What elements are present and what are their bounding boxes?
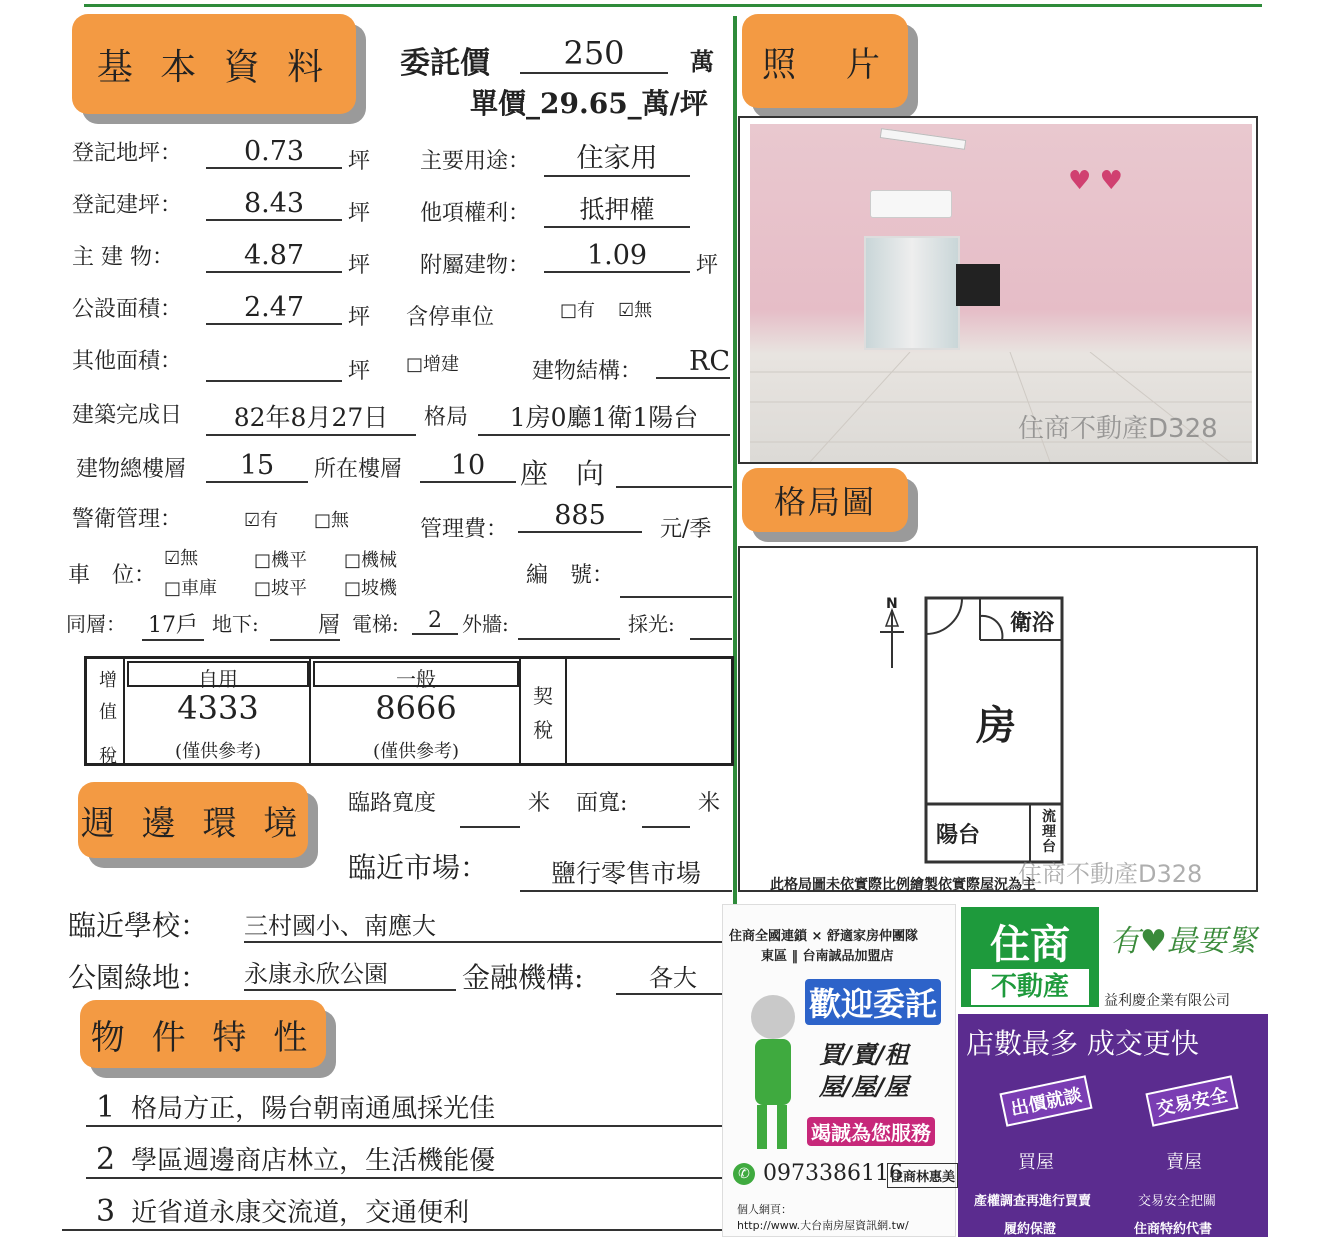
parking-no-checkbox[interactable]: ☑無 bbox=[618, 300, 653, 321]
floor-tiles bbox=[750, 352, 1252, 462]
park-value: 永康永欣公園 bbox=[244, 954, 456, 991]
buy-note: 產權調查再進行買賣 bbox=[974, 1194, 1092, 1209]
floor-plan-watermark: 住商不動產D328 bbox=[1018, 860, 1203, 888]
land-area-value: 0.73 bbox=[206, 136, 342, 169]
rights-label: 他項權利： bbox=[420, 201, 531, 226]
car-option-none[interactable]: ☑無 bbox=[164, 548, 199, 569]
facing-value bbox=[616, 450, 732, 488]
basic-info-header: 基 本 資 料 bbox=[72, 14, 356, 114]
public-area-label: 公設面積： bbox=[72, 297, 183, 322]
basement-unit: 層 bbox=[270, 608, 340, 641]
self-use-header: 自用 bbox=[127, 661, 309, 687]
store-text: 東區 ‖ 台南誠品加盟店 bbox=[761, 949, 894, 964]
building-area-value: 8.43 bbox=[206, 188, 342, 221]
attached-building-label: 附屬建物： bbox=[420, 253, 531, 278]
market-label: 臨近市場： bbox=[348, 851, 489, 884]
feature-text: 學區週邊商店林立，生活機能優 bbox=[131, 1146, 496, 1176]
self-use-note: (僅供參考) bbox=[174, 741, 262, 762]
deed-tax-label: 契 稅 bbox=[533, 684, 553, 742]
unit-price: 單價_29.65_萬/坪 bbox=[470, 87, 708, 120]
floor-plan-note: 此格局圖未依實際比例繪製依實際屋況為主 bbox=[770, 877, 1036, 893]
rights-value: 抵押權 bbox=[544, 190, 690, 228]
total-floors-value: 15 bbox=[206, 450, 308, 483]
company-name: 益利慶企業有限公司 bbox=[1104, 993, 1230, 1009]
services-text: 買/賣/租 屋/屋/屋 bbox=[819, 1041, 909, 1101]
building-area-label: 登記建坪： bbox=[72, 193, 183, 218]
frontage-unit: 米 bbox=[698, 791, 721, 816]
top-divider bbox=[84, 4, 1262, 7]
brand-top: 住商 bbox=[990, 922, 1070, 968]
same-floor-value: 17戶 bbox=[142, 608, 204, 641]
mascot-icon bbox=[737, 995, 807, 1159]
layout-value: 1房0廳1衛1陽台 bbox=[478, 398, 730, 436]
sell-note-2: 住商特約代書 bbox=[1134, 1222, 1213, 1237]
sell-house-text: 賣屋 bbox=[1166, 1152, 1202, 1173]
photo-watermark: 住商不動產D328 bbox=[1018, 414, 1218, 444]
chain-text: 住商全國連鎖 × 舒適家房仲團隊 bbox=[729, 929, 918, 944]
completed-label: 建築完成日 bbox=[72, 403, 183, 428]
public-area-unit: 坪 bbox=[348, 305, 371, 330]
road-width-label: 臨路寬度 bbox=[348, 791, 437, 816]
feature-item bbox=[86, 1088, 726, 1127]
photo-image bbox=[750, 124, 1252, 462]
wall-decal-icon: ♥ ♥ bbox=[1068, 166, 1123, 196]
buy-house-text: 買屋 bbox=[1018, 1152, 1054, 1173]
school-label: 臨近學校： bbox=[68, 909, 209, 942]
car-option-ramp-mech[interactable]: □坡機 bbox=[344, 578, 398, 599]
brand-logo bbox=[958, 904, 1102, 1010]
car-option-mech-flat[interactable]: □機平 bbox=[254, 550, 308, 571]
attached-building-unit: 坪 bbox=[696, 253, 719, 278]
tv-icon bbox=[956, 264, 1000, 306]
feature-text: 格局方正，陽台朝南通風採光佳 bbox=[131, 1094, 496, 1124]
wall-line bbox=[518, 638, 620, 640]
management-fee-label: 管理費： bbox=[420, 517, 509, 542]
website-link[interactable]: http://www.大台南房屋資訊網.tw/ bbox=[737, 1219, 909, 1232]
floor-label: 所在樓層 bbox=[314, 457, 403, 482]
market-value: 鹽行零售市場 bbox=[520, 854, 732, 892]
building-area-unit: 坪 bbox=[348, 201, 371, 226]
layout-header: 格局圖 bbox=[742, 468, 908, 532]
self-use-value: 4333 bbox=[177, 689, 259, 727]
brand-bottom: 不動產 bbox=[971, 969, 1089, 1005]
main-building-value: 4.87 bbox=[206, 240, 342, 273]
feature-number: 1 bbox=[96, 1090, 116, 1125]
ad-purple-panel bbox=[958, 1014, 1268, 1237]
security-label: 警衛管理： bbox=[72, 507, 183, 532]
price-unit: 萬 bbox=[690, 47, 714, 76]
website-label: 個人網頁： bbox=[737, 1203, 792, 1216]
general-header: 一般 bbox=[313, 661, 519, 687]
photo-header: 照 片 bbox=[742, 14, 908, 108]
wall-label: 外牆: bbox=[462, 612, 509, 636]
security-yes-checkbox[interactable]: ☑有 bbox=[244, 510, 279, 531]
layout-label: 格局 bbox=[424, 405, 469, 430]
public-area-value: 2.47 bbox=[206, 292, 342, 325]
other-area-label: 其他面積： bbox=[72, 349, 183, 374]
welcome-text: 歡迎委託 bbox=[805, 979, 941, 1025]
completed-value: 82年8月27日 bbox=[206, 398, 416, 436]
usage-label: 主要用途： bbox=[420, 149, 531, 174]
land-area-unit: 坪 bbox=[348, 149, 371, 174]
attached-building-value: 1.09 bbox=[544, 240, 690, 273]
balcony-label: 陽台 bbox=[936, 823, 981, 848]
agency-ad bbox=[722, 904, 1268, 1237]
general-note: (僅供參考) bbox=[372, 741, 460, 762]
space-number-line bbox=[620, 596, 732, 598]
bank-label: 金融機構: bbox=[462, 961, 584, 994]
frontage-line bbox=[642, 826, 690, 828]
road-width-line bbox=[460, 826, 520, 828]
badge-offer: 出價就談 bbox=[999, 1075, 1092, 1127]
extension-checkbox[interactable]: □增建 bbox=[406, 354, 460, 375]
management-fee-value: 885 bbox=[518, 500, 642, 533]
sink-label: 流理台 bbox=[1042, 809, 1056, 855]
elevator-label: 電梯: bbox=[352, 612, 399, 636]
vat-label: 增 值 稅 bbox=[99, 670, 117, 767]
land-area-label: 登記地坪： bbox=[72, 141, 183, 166]
sincere-service-text: 竭誠為您服務 bbox=[807, 1117, 935, 1146]
bank-value: 各大 bbox=[616, 958, 730, 995]
price-value: 250 bbox=[520, 34, 668, 74]
room-photo bbox=[738, 116, 1258, 464]
room-label: 房 bbox=[976, 703, 1016, 749]
tax-table bbox=[84, 656, 734, 766]
space-number-label: 編 號： bbox=[526, 563, 615, 588]
structure-label: 建物結構： bbox=[532, 359, 643, 384]
elevator-value: 2 bbox=[412, 608, 458, 635]
security-no-checkbox[interactable]: □無 bbox=[314, 510, 350, 531]
phone-icon: ✆ bbox=[733, 1163, 755, 1185]
badge-safe: 交易安全 bbox=[1145, 1075, 1238, 1127]
agent-name: 住商林惠美 bbox=[887, 1163, 958, 1188]
general-value: 8666 bbox=[375, 689, 457, 727]
management-fee-unit: 元/季 bbox=[660, 517, 712, 542]
feature-number: 3 bbox=[96, 1194, 116, 1229]
facing-label: 座 向 bbox=[520, 457, 605, 490]
floor-value: 10 bbox=[420, 450, 516, 483]
north-label: N bbox=[886, 596, 898, 612]
ceiling-light-icon bbox=[880, 128, 967, 150]
bathroom-label: 衛浴 bbox=[1010, 611, 1055, 636]
basement-label: 地下: bbox=[212, 612, 259, 636]
feature-text: 近省道永康交流道，交通便利 bbox=[131, 1198, 470, 1228]
light-label: 採光: bbox=[628, 612, 675, 636]
price-label: 委託價 bbox=[400, 46, 490, 81]
car-space-label: 車 位： bbox=[68, 563, 157, 588]
other-area-value bbox=[206, 344, 342, 382]
total-floors-label: 建物總樓層 bbox=[76, 457, 187, 482]
features-header: 物 件 特 性 bbox=[80, 1000, 326, 1068]
parking-included-label: 含停車位 bbox=[406, 305, 495, 330]
car-option-garage[interactable]: □車庫 bbox=[164, 578, 218, 599]
same-floor-label: 同層： bbox=[66, 612, 126, 636]
feature-item bbox=[62, 1192, 726, 1231]
main-building-unit: 坪 bbox=[348, 253, 371, 278]
structure-value: RC bbox=[656, 346, 730, 379]
road-width-unit: 米 bbox=[528, 791, 551, 816]
sell-note: 交易安全把關 bbox=[1138, 1194, 1217, 1209]
air-conditioner-icon bbox=[870, 190, 952, 218]
slogan-script: 有♥最要緊 bbox=[1110, 924, 1257, 959]
school-value: 三村國小、南應大 bbox=[244, 906, 730, 943]
stores-most-text: 店數最多 成交更快 bbox=[966, 1027, 1199, 1060]
car-option-mechanical[interactable]: □機械 bbox=[344, 550, 398, 571]
light-line bbox=[690, 638, 732, 640]
usage-value: 住家用 bbox=[544, 136, 690, 177]
phone-number[interactable]: 0973386116 bbox=[763, 1161, 903, 1186]
balcony-door bbox=[864, 236, 960, 350]
park-label: 公園綠地： bbox=[68, 961, 209, 994]
feature-number: 2 bbox=[96, 1142, 116, 1177]
surroundings-header: 週 邊 環 境 bbox=[78, 782, 308, 858]
main-building-label: 主 建 物： bbox=[72, 245, 174, 270]
buy-note-2: 履約保證 bbox=[1004, 1222, 1057, 1237]
parking-yes-checkbox[interactable]: □有 bbox=[560, 300, 596, 321]
ad-left-panel bbox=[722, 904, 956, 1237]
feature-item bbox=[86, 1140, 726, 1179]
car-option-ramp-flat[interactable]: □坡平 bbox=[254, 578, 308, 599]
other-area-unit: 坪 bbox=[348, 359, 371, 384]
floor-plan bbox=[738, 546, 1258, 892]
frontage-label: 面寬: bbox=[576, 791, 628, 816]
